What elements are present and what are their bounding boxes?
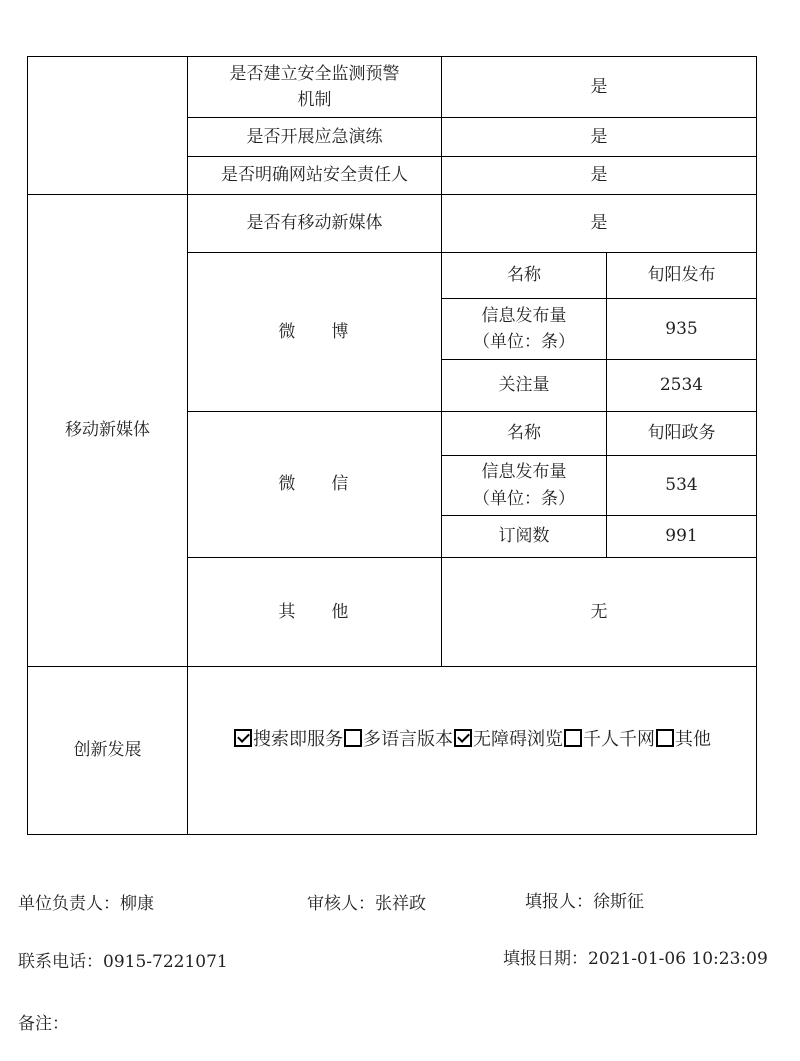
- label-weixin: 微 信: [278, 474, 364, 495]
- label-line: 机制: [297, 90, 332, 110]
- label-emergency-drill: 是否开展应急演练: [246, 126, 383, 147]
- label-security-monitoring: [188, 57, 441, 117]
- checkbox-unchecked-icon[interactable]: [564, 729, 582, 747]
- section-mobile-media: 移动新媒体: [65, 420, 150, 441]
- section-innovation: 创新发展: [73, 740, 142, 761]
- value-weibo-posts: 935: [665, 318, 698, 339]
- value-security-monitoring: 是: [590, 76, 608, 97]
- label-weixin-posts: [442, 456, 606, 515]
- value-weixin-name: 旬阳政务: [647, 423, 716, 444]
- table-border-right: [756, 56, 757, 835]
- footer-filler: 填报人：徐斯征: [525, 892, 644, 912]
- innovation-option-label: 搜索即服务: [253, 729, 343, 750]
- footer-date: 填报日期：2021-01-06 10:23:09: [503, 949, 768, 969]
- footer-unit-head: 单位负责人：柳康: [18, 894, 154, 914]
- value-weibo-name: 旬阳发布: [647, 265, 716, 286]
- value-weixin-posts: 534: [665, 475, 698, 496]
- innovation-option-label: 千人千网: [583, 729, 655, 750]
- value-other-media: 无: [590, 601, 608, 622]
- innovation-options: [188, 718, 756, 758]
- footer-remarks: 备注：: [18, 1014, 69, 1034]
- label-weibo-name: 名称: [507, 265, 541, 286]
- label-security-officer: 是否明确网站安全责任人: [221, 165, 408, 186]
- label-other-media: 其 他: [278, 601, 364, 622]
- label-line: （单位：条）: [473, 332, 575, 352]
- checkbox-checked-icon[interactable]: [234, 729, 252, 747]
- label-weixin-name: 名称: [507, 423, 541, 444]
- label-has-mobile-media: 是否有移动新媒体: [246, 213, 383, 234]
- value-weixin-subscribers: 991: [665, 526, 698, 547]
- label-weibo-followers: 关注量: [498, 375, 550, 396]
- checkbox-unchecked-icon[interactable]: [656, 729, 674, 747]
- innovation-option-label: 多语言版本: [363, 729, 453, 750]
- footer-reviewer: 审核人：张祥政: [307, 894, 426, 914]
- innovation-option-label: 无障碍浏览: [473, 729, 563, 750]
- checkbox-unchecked-icon[interactable]: [344, 729, 362, 747]
- label-weibo-posts: [442, 299, 606, 359]
- label-line: 是否建立安全监测预警: [229, 63, 400, 84]
- label-line: 信息发布量: [481, 462, 567, 483]
- value-has-mobile-media: 是: [590, 213, 608, 234]
- label-weibo: 微 博: [278, 321, 364, 342]
- label-line: （单位：条）: [473, 488, 575, 509]
- table-border-bottom: [27, 834, 757, 835]
- value-emergency-drill: 是: [590, 126, 608, 147]
- label-line: 信息发布量: [481, 305, 567, 326]
- checkbox-checked-icon[interactable]: [454, 729, 472, 747]
- label-weixin-subscribers: 订阅数: [498, 526, 550, 547]
- value-security-officer: 是: [590, 165, 608, 186]
- footer-phone: 联系电话：0915-7221071: [18, 952, 228, 972]
- innovation-option-label: 其他: [675, 729, 711, 750]
- value-weibo-followers: 2534: [659, 375, 704, 396]
